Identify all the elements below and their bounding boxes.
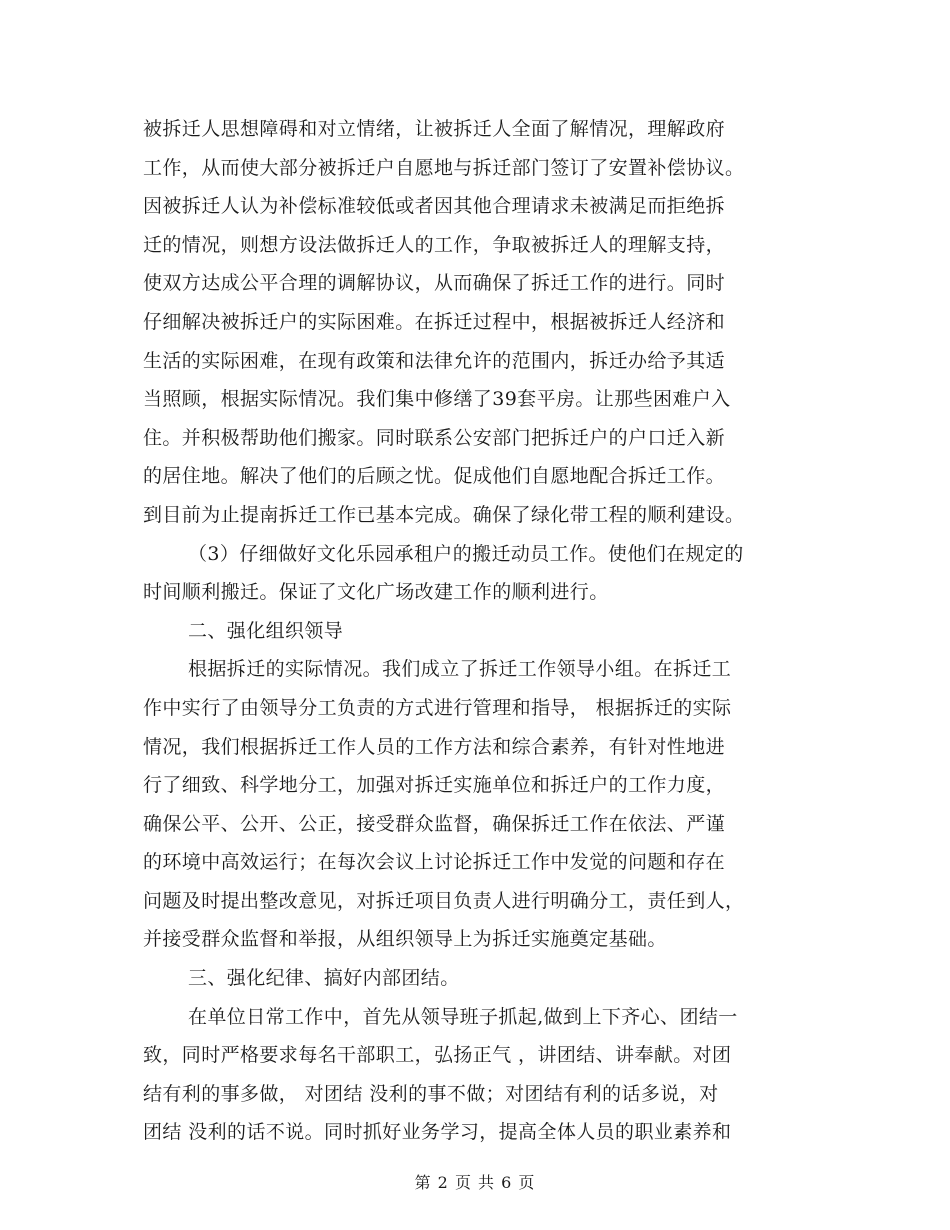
- page-number-footer: 第 2 页 共 6 页: [414, 1173, 536, 1192]
- text-line: 生活的实际困难，在现有政策和法律允许的范围内，拆迁办给予其适: [143, 349, 726, 372]
- text-line: 致，同时严格要求每名干部职工，弘扬正气 ，讲团结、讲奉献。对团: [143, 1044, 732, 1067]
- paragraph-start-line: 在单位日常工作中，首先从领导班子抓起,做到上下齐心、团结一: [188, 1005, 738, 1028]
- text-line: 工作，从而使大部分被拆迁户自愿地与拆迁部门签订了安置补偿协议。: [143, 156, 745, 179]
- text-line: 被拆迁人思想障碍和对立情绪，让被拆迁人全面了解情况，理解政府: [143, 118, 726, 140]
- text-line: 并接受群众监督和举报，从组织领导上为拆迁实施奠定基础。: [143, 928, 667, 951]
- text-line: 的环境中高效运行；在每次会议上讨论拆迁工作中发觉的问题和存在: [143, 851, 726, 874]
- text-line: 仔细解决被拆迁户的实际困难。在拆迁过程中，根据被拆迁人经济和: [143, 310, 726, 333]
- text-line: 当照顾，根据实际情况。我们集中修缮了39套平房。让那些困难户入: [143, 388, 731, 411]
- section-heading: 二、强化组织领导: [188, 619, 344, 642]
- text-line: 到目前为止提南拆迁工作已基本完成。确保了绿化带工程的顺利建设。: [143, 503, 745, 526]
- paragraph-start-line: （3）仔细做好文化乐园承租户的搬迁动员工作。使他们在规定的: [188, 542, 744, 565]
- text-line: 情况，我们根据拆迁工作人员的工作方法和综合素养，有针对性地进: [143, 735, 726, 758]
- text-line: 迁的情况，则想方设法做拆迁人的工作，争取被拆迁人的理解支持，: [143, 233, 726, 256]
- text-line: 的居住地。解决了他们的后顾之忧。促成他们自愿地配合拆迁工作。: [143, 465, 726, 488]
- text-line: 住。并积极帮助他们搬家。同时联系公安部门把拆迁户的户口迁入新: [143, 426, 726, 449]
- text-line: 确保公平、公开、公正，接受群众监督，确保拆迁工作在依法、严谨: [143, 812, 726, 835]
- text-line: 因被拆迁人认为补偿标准较低或者因其他合理请求未被满足而拒绝拆: [143, 195, 726, 218]
- text-line: 行了细致、科学地分工，加强对拆迁实施单位和拆迁户的工作力度，: [143, 774, 726, 797]
- paragraph-start-line: 根据拆迁的实际情况。我们成立了拆迁工作领导小组。在拆迁工: [188, 658, 732, 681]
- text-line: 使双方达成公平合理的调解协议，从而确保了拆迁工作的进行。同时: [143, 272, 726, 295]
- text-line: 团结 没利的话不说。同时抓好业务学习，提高全体人员的职业素养和: [143, 1121, 732, 1144]
- text-line: 时间顺利搬迁。保证了文化广场改建工作的顺利进行。: [143, 581, 609, 604]
- text-line: 作中实行了由领导分工负责的方式进行管理和指导， 根据拆迁的实际: [143, 696, 732, 719]
- text-line: 结有利的事多做， 对团结 没利的事不做；对团结有利的话多说，对: [143, 1082, 719, 1105]
- text-line: 问题及时提出整改意见，对拆迁项目负责人进行明确分工，责任到人，: [143, 889, 745, 912]
- body-text: [143, 110, 813, 1152]
- section-heading: 三、强化纪律、搞好内部团结。: [188, 967, 460, 990]
